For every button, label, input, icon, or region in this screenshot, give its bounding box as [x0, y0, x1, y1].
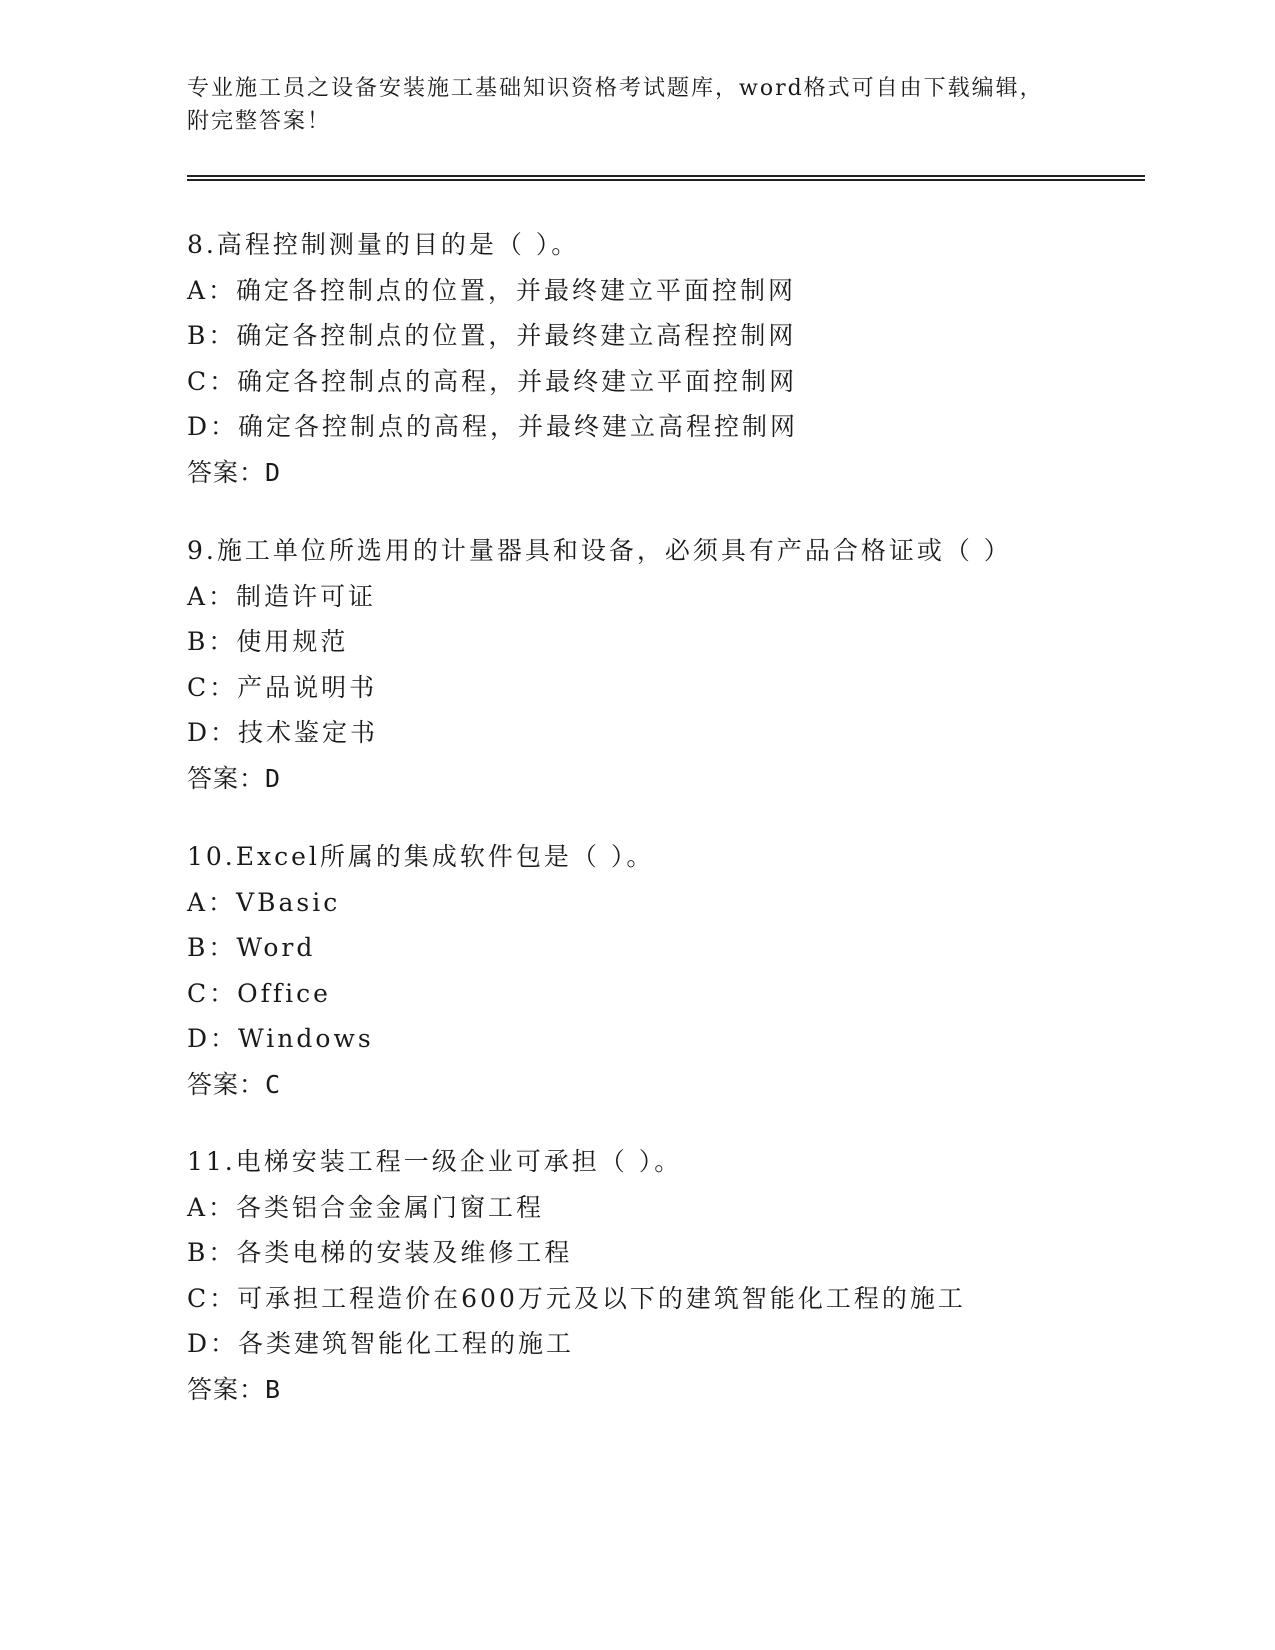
question-8	[187, 222, 1145, 495]
answer-line	[187, 756, 1145, 802]
answer-label: 答案：	[187, 1069, 266, 1099]
header-line-1: 专业施工员之设备安装施工基础知识资格考试题库，word格式可自由下载编辑，	[187, 76, 1044, 101]
question-11	[187, 1139, 1145, 1412]
option-a: A：VBasic	[187, 887, 341, 917]
question-9	[187, 528, 1145, 801]
option-b: B：使用规范	[187, 627, 349, 656]
option-b: B：Word	[187, 933, 316, 962]
header-divider	[187, 175, 1145, 180]
answer-line	[187, 1062, 1145, 1108]
question-10	[187, 834, 1145, 1107]
option-c: C：确定各控制点的高程，并最终建立平面控制网	[187, 366, 798, 396]
option-d: D：技术鉴定书	[187, 718, 379, 747]
question-stem: 11.电梯安装工程一级企业可承担（ ）。	[187, 1147, 683, 1176]
answer-value: B	[265, 1374, 282, 1404]
option-a: A：确定各控制点的位置，并最终建立平面控制网	[187, 275, 797, 305]
answer-value: C	[265, 1069, 282, 1099]
option-a: A：制造许可证	[187, 581, 377, 611]
option-c: C：可承担工程造价在600万元及以下的建筑智能化工程的施工	[187, 1283, 966, 1313]
option-a: A：各类铝合金金属门窗工程	[187, 1192, 545, 1222]
option-d: D：Windows	[187, 1024, 374, 1053]
answer-label: 答案：	[187, 457, 266, 487]
option-c: C：Office	[187, 978, 331, 1008]
option-d: D：各类建筑智能化工程的施工	[187, 1329, 575, 1358]
option-d: D：确定各控制点的高程，并最终建立高程控制网	[187, 412, 799, 441]
answer-label: 答案：	[187, 763, 266, 793]
option-b: B：确定各控制点的位置，并最终建立高程控制网	[187, 321, 797, 350]
option-c: C：产品说明书	[187, 672, 378, 702]
document-header	[187, 72, 1087, 138]
answer-label: 答案：	[187, 1374, 266, 1404]
answer-line	[187, 450, 1145, 496]
question-stem: 9.施工单位所选用的计量器具和设备，必须具有产品合格证或（ ）	[187, 536, 1012, 565]
answer-value: D	[265, 763, 282, 793]
header-line-2: 附完整答案！	[187, 109, 332, 134]
question-stem: 8.高程控制测量的目的是（ ）。	[187, 230, 580, 259]
answer-value: D	[265, 457, 282, 487]
option-b: B：各类电梯的安装及维修工程	[187, 1238, 573, 1267]
answer-line	[187, 1367, 1145, 1413]
question-stem: 10.Excel所属的集成软件包是（ ）。	[187, 842, 655, 871]
